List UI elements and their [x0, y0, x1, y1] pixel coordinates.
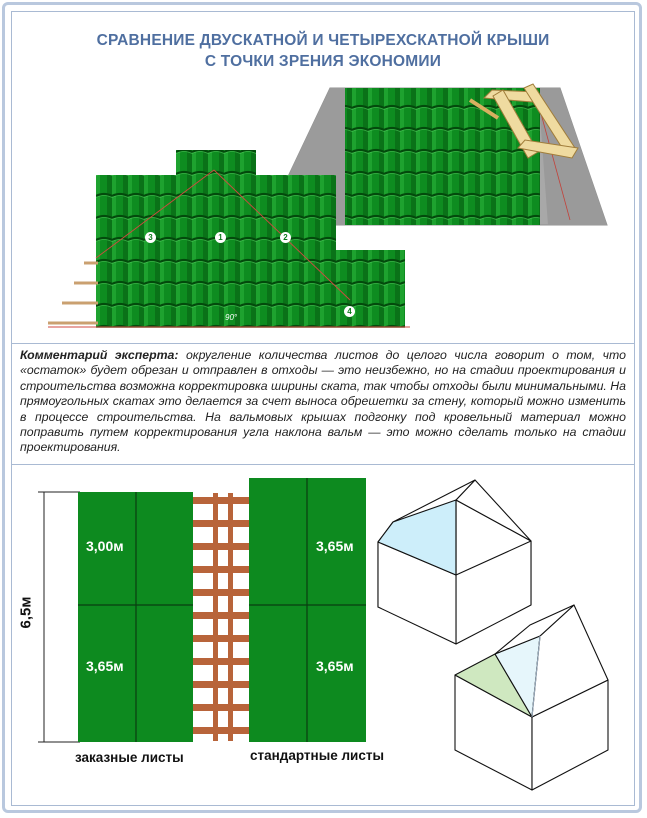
comment-body: округление количества листов до целого числа говорит о том, что «остаток» будет обрезан и отправлен в отходы — это неизбежно, но на стадии проектирования и строительства возможна корректировка ширины ската, так чтобы отходы были минимальными. На прямоугольных скатах это делается за счет выноса обрешетки за стену, который можно изменить в процессе строительства. На вальмовых крышах подгонку под кровельный материал можно поправить путем корректирования угла наклона вальм — это можно сделать только на стадии проектирования.: [20, 348, 626, 455]
title-line-2: С ТОЧКИ ЗРЕНИЯ ЭКОНОМИИ: [204, 53, 442, 70]
title-line-1: СРАВНЕНИЕ ДВУСКАТНОЙ И ЧЕТЫРЕХСКАТНОЙ КРЫШИ: [96, 32, 550, 49]
marker-4: 4: [344, 306, 355, 317]
comment-lead: Комментарий эксперта:: [20, 348, 179, 362]
custom-top-label: 3,00м: [86, 538, 124, 554]
custom-sheets: [78, 492, 193, 742]
height-dimension: [38, 492, 80, 742]
marker-2: 2: [280, 232, 291, 243]
gable-house-sketch: [378, 480, 531, 644]
marker-3: 3: [145, 232, 156, 243]
standard-caption: стандартные листы: [250, 748, 385, 763]
lath-ladder: [193, 493, 249, 741]
custom-bottom-label: 3,65м: [86, 658, 124, 674]
standard-bottom-label: 3,65м: [316, 658, 354, 674]
angle-label: 90°: [225, 313, 238, 322]
marker-1: 1: [215, 232, 226, 243]
custom-caption: заказные листы: [75, 750, 184, 765]
standard-sheets: [249, 478, 366, 742]
standard-top-label: 3,65м: [316, 538, 354, 554]
height-label: 6,5м: [17, 596, 35, 629]
